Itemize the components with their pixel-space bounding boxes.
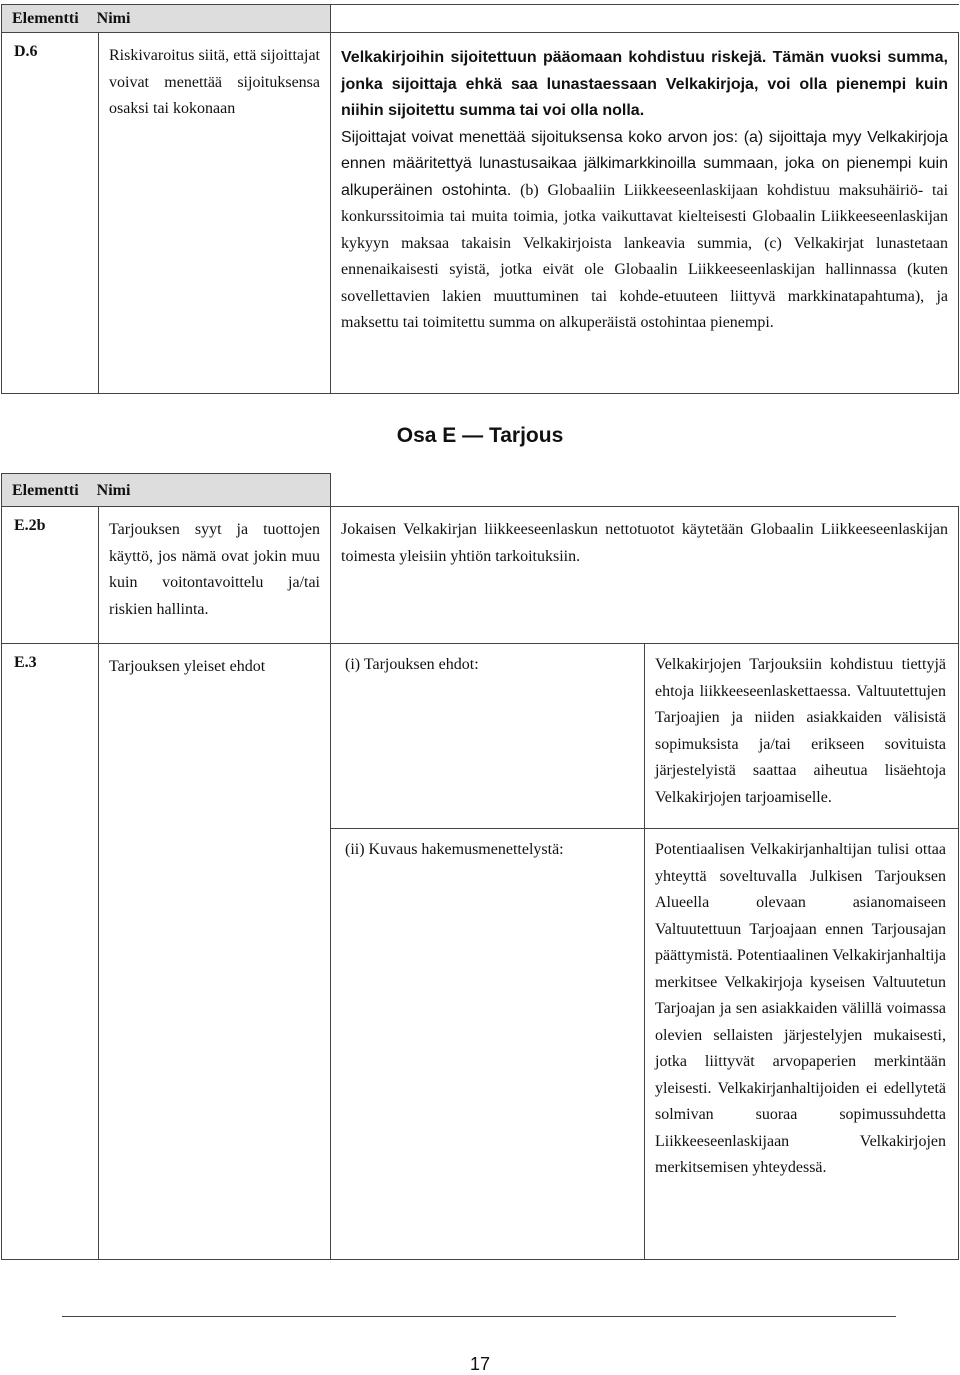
element-name: Tarjouksen yleiset ehdot [109,658,266,675]
header-nimi: Nimi [96,482,131,499]
table-header-row [2,474,959,507]
header-elementti: Elementti [12,10,79,27]
element-code: E.2b [14,517,46,534]
risk-paragraph-bold: Velkakirjoihin sijoitettuun pääomaan kohdistuu riskejä. Tämän vuoksi summa, jonka sijoittaja ehkä saa lunastaessaan Velkakirjoja, voi olla pienempi kuin niihin sijoitettu summa tai voi olla nolla. [341,49,948,119]
table-section-e [1,473,959,1260]
application-process-label: (ii) Kuvaus hakemusmenettelystä: [345,841,564,858]
header-nimi: Nimi [96,10,131,27]
footer-rule [62,1316,896,1317]
header-elementti: Elementti [12,482,79,499]
table-header-row [2,5,959,33]
element-description: Jokaisen Velkakirjan liikkeeseenlaskun nettotuotot käytetään Globaalin Liikkeeseenlaskijan toimesta yleisiin yhtiön tarkoituksiin. [341,521,948,565]
page-number: 17 [469,1354,491,1374]
element-code: E.3 [14,654,37,671]
section-title: Osa E — Tarjous [396,424,564,447]
table-row-e3-terms [2,644,959,829]
offer-terms-label: (i) Tarjouksen ehdot: [345,656,479,673]
risk-paragraph-events: (b) Globaaliin Liikkeeseenlaskijaan kohdistuu maksuhäiriö- tai konkurssitoimia tai muita toimia, jotka vaikuttavat kielteisesti Globaalin Liikkeeseenlaskijan kykyyn maksaa takaisin Velkakirjoista lankeavia summia, (c) Velkakirjat lunastetaan ennenaikaisesti syistä, jotka eivät ole Globaalin Liikkeeseenlaskijan hallinnassa (kuten sovellettavien lakien muuttuminen tai kohde-etuuteen liittyvä markkinatapahtuma), ja maksettu tai toimitettu summa on alkuperäistä ostohintaa pienempi. [341,181,949,331]
element-name: Riskivaroitus siitä, että sijoittajat voivat menettää sijoituksensa osaksi tai kokonaan [109,47,320,117]
element-code: D.6 [14,43,38,60]
table-row-e2b [2,507,959,644]
offer-terms-text: Velkakirjojen Tarjouksiin kohdistuu tiettyjä ehtoja liikkeeseenlaskettaessa. Valtuutettujen Tarjoajien ja niiden asiakkaiden välisistä sopimuksista ja/tai erikseen sovituista järjestelyistä saattaa aiheutua lisäehtoja Velkakirjojen tarjoamiselle. [655,656,946,806]
application-process-text: Potentiaalisen Velkakirjanhaltijan tulisi ottaa yhteyttä soveltuvalla Julkisen Tarjouksen Alueella olevaan asianomaiseen Valtuutettuun Tarjoajaan ennen Tarjousajan päättymistä. Potentiaalinen Velkakirjanhaltija merkitsee Velkakirjoja kyseisen Valtuutetun Tarjoajan ja sen asiakkaiden välillä voimassa olevien sellaisten järjestelyjen mukaisesti, jotka liittyvät arvopaperien merkintään yleisesti. Velkakirjanhaltijoiden ei edellytetä solmivan suoraa sopimussuhdetta Liikkeeseenlaskijaan Velkakirjojen merkitsemisen yhteydessä. [655,841,946,1176]
table-d6 [1,4,959,394]
table-row-d6 [2,33,959,394]
risk-paragraph-loss: Sijoittajat voivat menettää sijoituksensa koko arvon jos: (a) sijoittaja myy Velkakirjoja ennen määritettyä lunastusaikaa jälkimarkkinoilla summaan, joka on pienempi kuin alkuperäinen ostohinta. [341,128,948,199]
element-name: Tarjouksen syyt ja tuottojen käyttö, jos nämä ovat jokin muu kuin voitontavoittelu ja/tai riskien hallinta. [109,521,320,618]
